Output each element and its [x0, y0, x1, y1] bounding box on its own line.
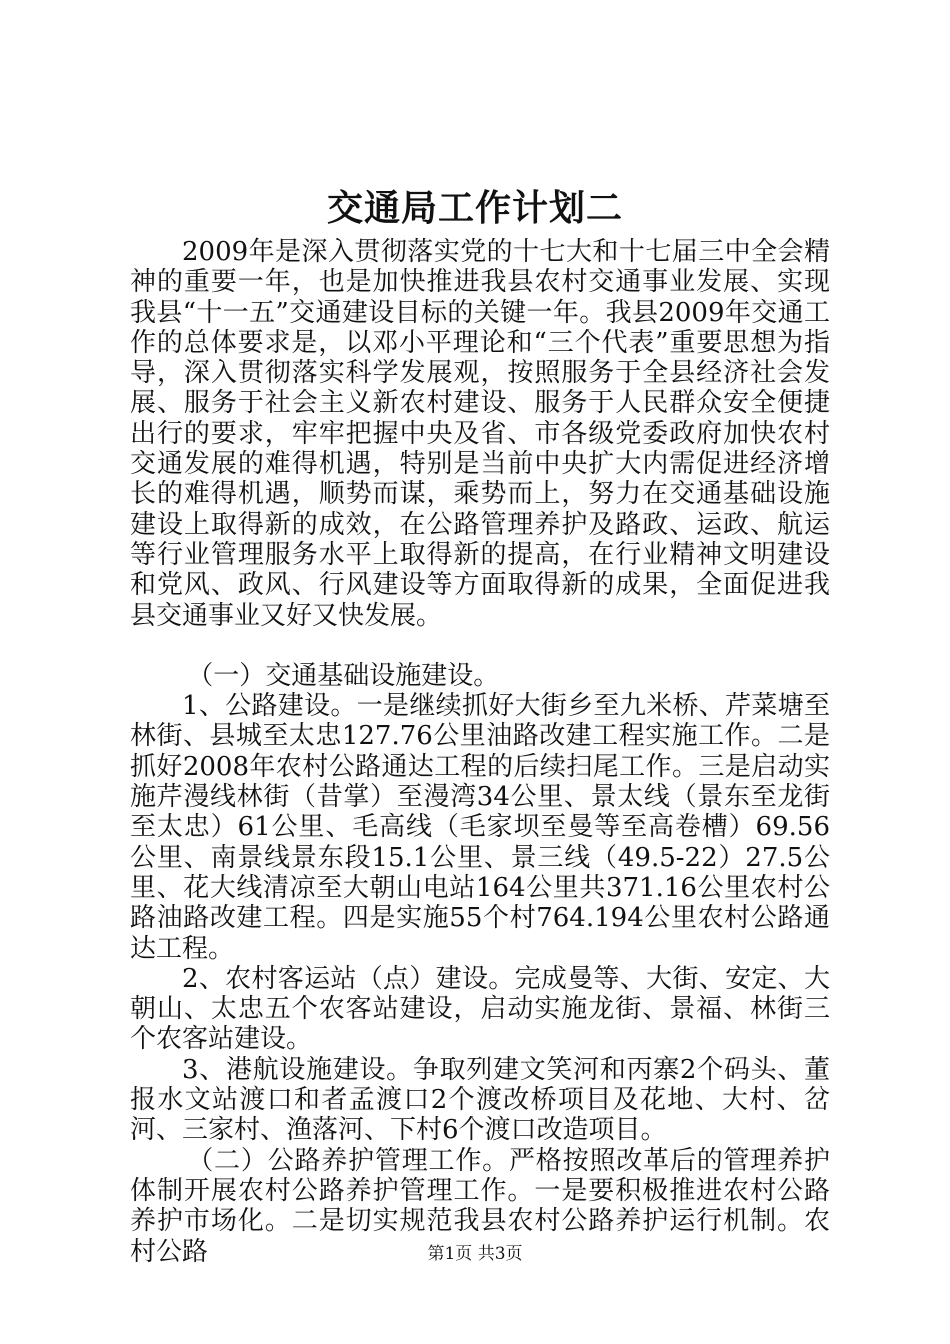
paragraph-road-construction: 1、公路建设。一是继续抓好大街乡至九米桥、芹菜塘至林街、县城至太忠127.76公里油路改建工程实施工作。二是抓好2008年农村公路通达工程的后续扫尾工作。三是启动实施芹漫线林街（昔掌）至漫湾34公里、景太线（景东至龙街至太忠）61公里、毛高线（毛家坝至曼等至高卷槽）69.56公里、南景线景东段15.1公里、景三线（49.5-22）27.5公里、花大线清凉至大朝山电站164公里共371.16公里农村公路油路改建工程。四是实施55个村764.194公里农村公路通达工程。 [130, 691, 830, 964]
intro-paragraph: 2009年是深入贯彻落实党的十七大和十七届三中全会精神的重要一年，也是加快推进我县农村交通事业发展、实现我县“十一五”交通建设目标的关键一年。我县2009年交通工作的总体要求是，以邓小平理论和“三个代表”重要思想为指导，深入贯彻落实科学发展观，按照服务于全县经济社会发展、服务于社会主义新农村建设、服务于人民群众安全便捷出行的要求，牢牢把握中央及省、市各级党委政府加快农村交通发展的难得机遇，特别是当前中央扩大内需促进经济增长的难得机遇，顺势而谋，乘势而上，努力在交通基础设施建设上取得新的成效，在公路管理养护及路政、运政、航运等行业管理服务水平上取得新的提高，在行业精神文明建设和党风、政风、行风建设等方面取得新的成果，全面促进我县交通事业又好又快发展。 [130, 237, 830, 631]
document-title: 交通局工作计划二 [326, 187, 623, 229]
paragraph-passenger-stations: 2、农村客运站（点）建设。完成曼等、大街、安定、大朝山、太忠五个农客站建设，启动实施龙街、景福、林街三个农客站建设。 [130, 963, 830, 1055]
page-number-footer: 第1页 共3页 [427, 1244, 523, 1264]
document-body [130, 237, 830, 1267]
paragraph-port-facilities: 3、港航设施建设。争取列建文笑河和丙寨2个码头、董报水文站渡口和者孟渡口2个渡改桥项目及花地、大村、岔河、三家村、渔落河、下村6个渡口改造项目。 [130, 1054, 830, 1146]
paragraph-road-maintenance: （二）公路养护管理工作。严格按照改革后的管理养护体制开展农村公路养护管理工作。一是要积极推进农村公路养护市场化。二是切实规范我县农村公路养护运行机制。农村公路 [130, 1145, 830, 1267]
section-heading-infrastructure: （一）交通基础设施建设。 [187, 660, 500, 691]
